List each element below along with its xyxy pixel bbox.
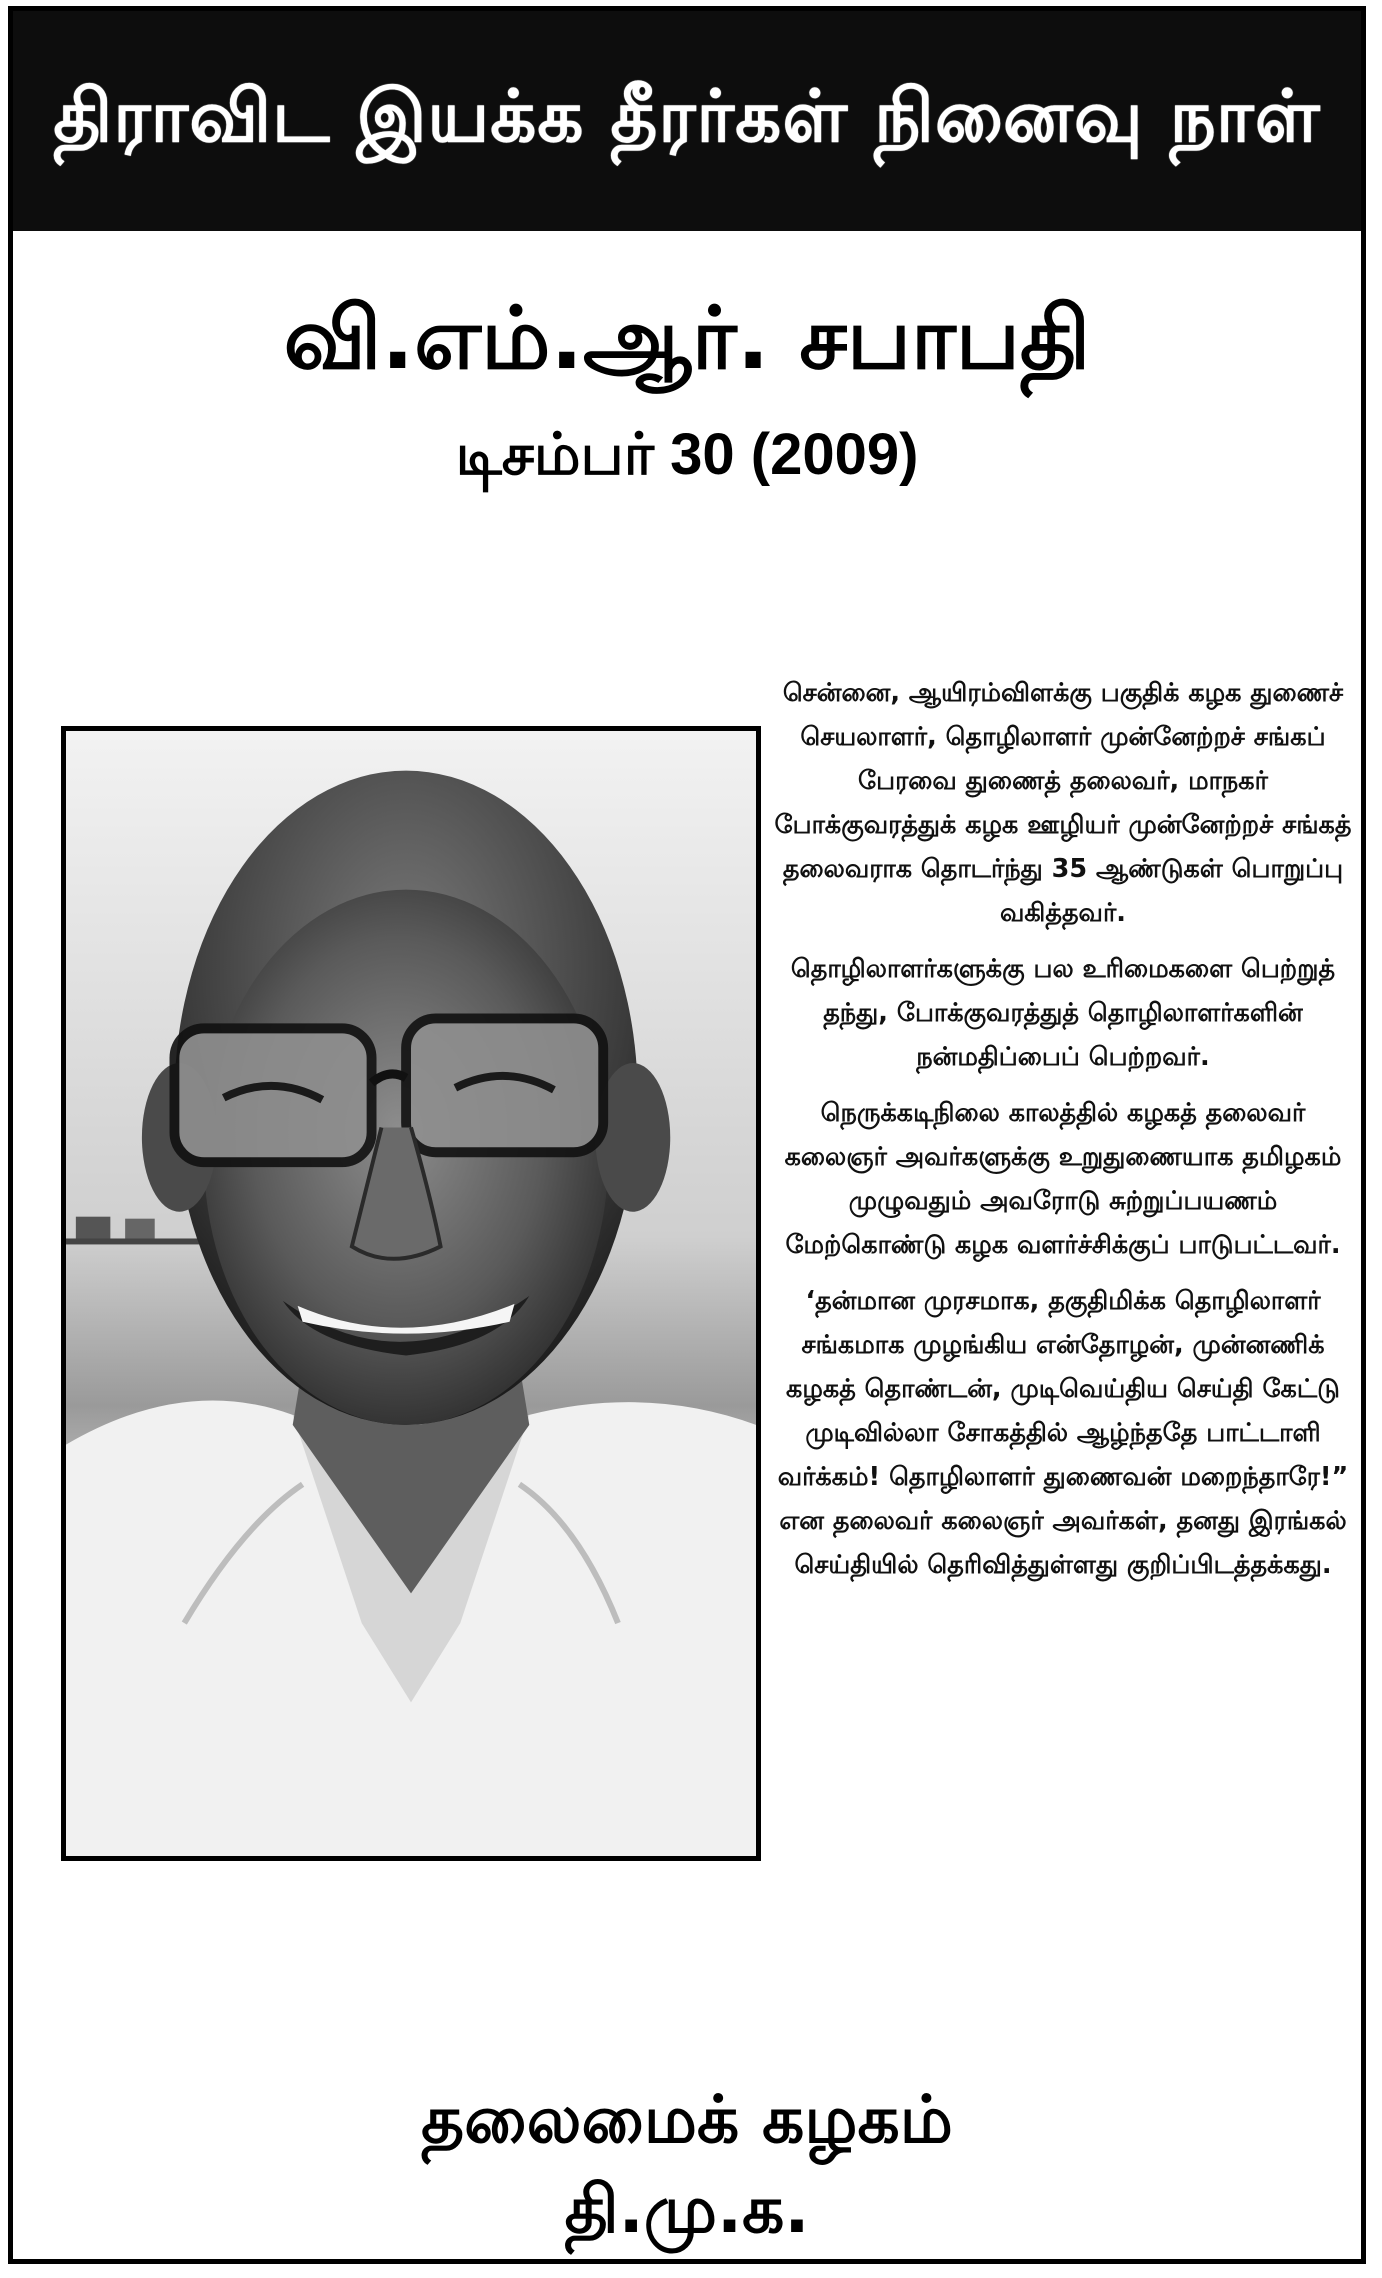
biography-paragraph: நெருக்கடிநிலை காலத்தில் கழகத் தலைவர் கலைஞர் அவர்களுக்கு உறுதுணையாக தமிழகம் முழுவதும் அவரோடு சுற்றுப்பயணம் மேற்கொண்டு கழக வளர்ச்சிக்குப் பாடுபட்டவர். bbox=[784, 1098, 1342, 1260]
portrait-illustration bbox=[66, 731, 756, 1856]
issuer-line-2: தி.மு.க. bbox=[564, 2171, 810, 2248]
person-name: வி.எம்.ஆர். சபாபதி bbox=[283, 289, 1091, 389]
memorial-date: டிசம்பர் 30 (2009) bbox=[455, 422, 919, 487]
biography-paragraph: ‘தன்மான முரசமாக, தகுதிமிக்க தொழிலாளர் சங்கமாக முழங்கிய என்தோழன், முன்னணிக் கழகத் தொண்டன், முடிவெய்திய செய்தி கேட்டு முடிவில்லா சோகத்தில் ஆழ்ந்ததே பாட்டாளி வர்க்கம்! தொழிலாளர் துணைவன் மறைந்தாரே!” என தலைவர் கலைஞர் அவர்கள், தனது இரங்கல் செய்தியில் தெரிவித்துள்ளது குறிப்பிடத்தக்கது. bbox=[777, 1286, 1349, 1580]
notice-frame bbox=[8, 6, 1366, 2264]
biography-paragraph: தொழிலாளர்களுக்கு பல உரிமைகளை பெற்றுத் தந்து, போக்குவரத்துத் தொழிலாளர்களின் நன்மதிப்பைப் பெற்றவர். bbox=[790, 954, 1336, 1072]
portrait-photo bbox=[61, 726, 761, 1861]
biography-paragraph: சென்னை, ஆயிரம்விளக்கு பகுதிக் கழக துணைச் செயலாளர், தொழிலாளர் முன்னேற்றச் சங்கப் பேரவை துணைத் தலைவர், மாநகர் போக்குவரத்துக் கழக ஊழியர் முன்னேற்றச் சங்கத் தலைவராக தொடர்ந்து 35 ஆண்டுகள் பொறுப்பு வகித்தவர். bbox=[774, 678, 1352, 928]
issuer-line-1: தலைமைக் கழகம் bbox=[421, 2081, 953, 2158]
banner-title: திராவிட இயக்க தீரர்கள் நினைவு நாள் bbox=[13, 11, 1361, 231]
biography-text bbox=[773, 671, 1353, 1599]
